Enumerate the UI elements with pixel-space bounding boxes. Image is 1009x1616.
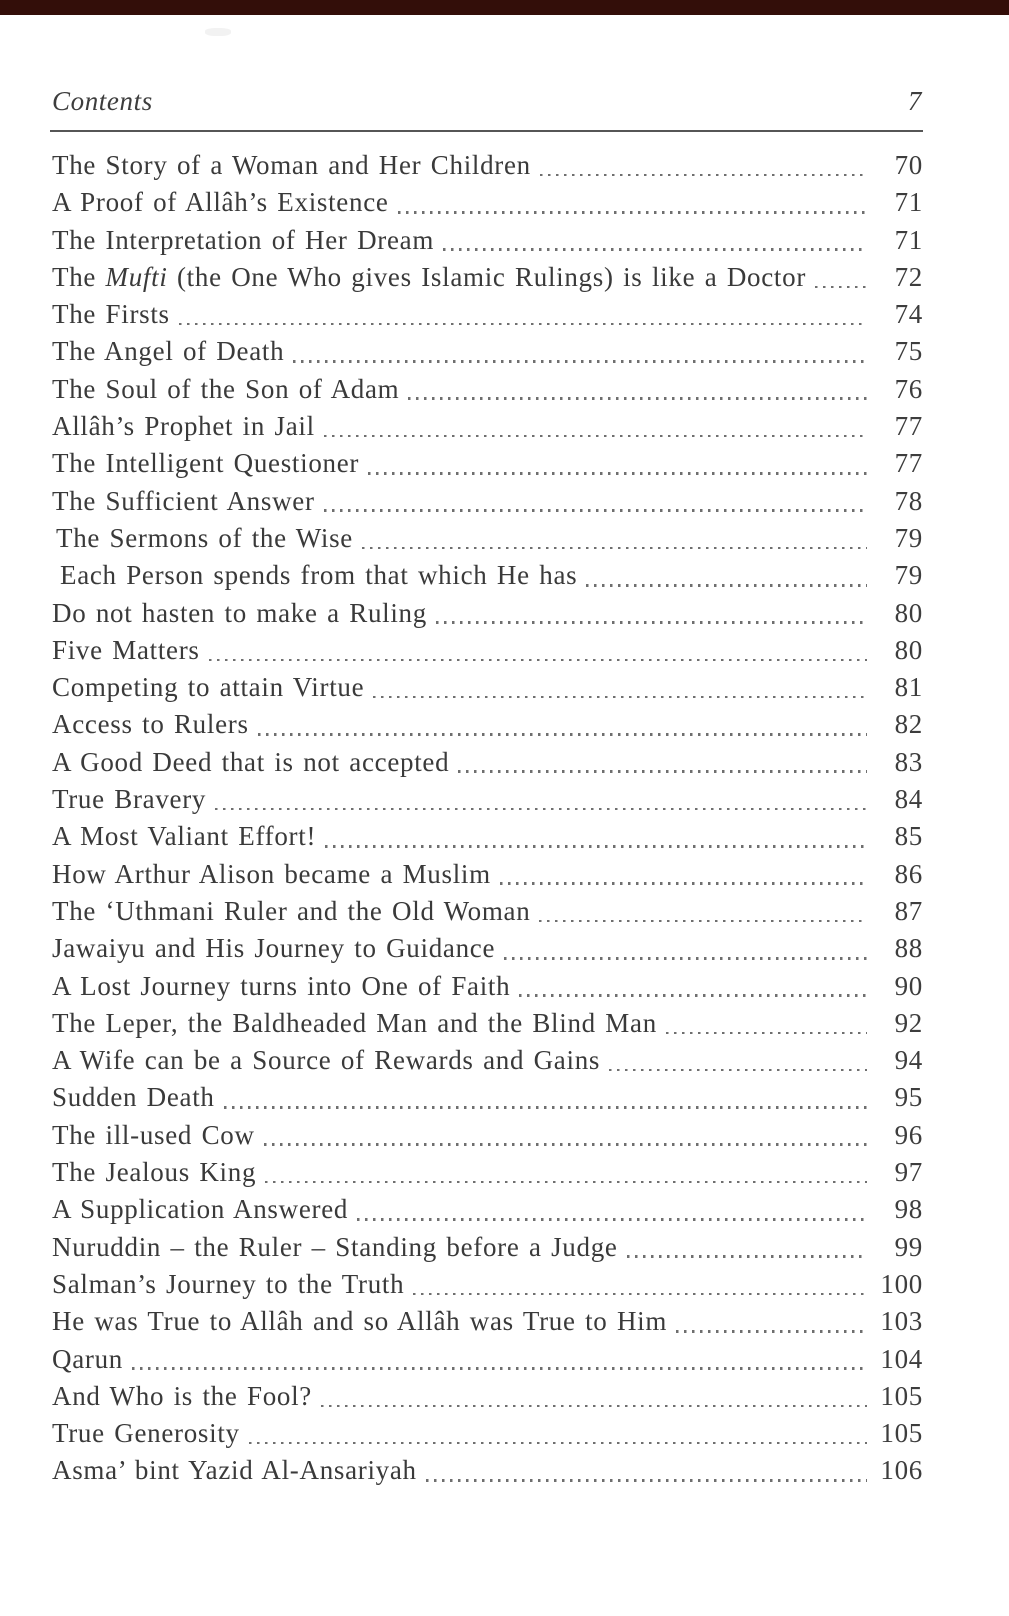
- toc-entry-page: 84: [894, 784, 923, 815]
- page-header: [52, 86, 922, 117]
- dot-leader: [676, 1330, 867, 1333]
- toc-entry-page: 106: [880, 1455, 923, 1486]
- toc-entry-page: 105: [880, 1380, 923, 1411]
- toc-entry-title: A Most Valiant Effort!: [52, 821, 317, 852]
- toc-entry: [52, 1117, 923, 1154]
- toc-entry-page: 103: [880, 1306, 923, 1337]
- dot-leader: [436, 621, 867, 624]
- toc-entry-title: The Mufti (the One Who gives Islamic Rulings) is like a Doctor: [52, 261, 807, 292]
- dot-leader: [443, 248, 867, 251]
- toc-entry: [52, 856, 923, 893]
- toc-entry-title: Competing to attain Virtue: [52, 672, 365, 703]
- toc-list: [52, 147, 923, 1490]
- toc-entry-page: 80: [894, 634, 923, 665]
- toc-entry-page: 75: [894, 336, 923, 367]
- dot-leader: [249, 1442, 867, 1445]
- toc-entry: [52, 1378, 923, 1415]
- toc-entry-page: 100: [880, 1268, 923, 1299]
- dot-leader: [540, 174, 867, 177]
- toc-entry-title: The Angel of Death: [52, 336, 285, 367]
- dot-leader: [504, 957, 867, 960]
- toc-entry: [52, 818, 923, 855]
- toc-entry-title: Asma’ bint Yazid Al-Ansariyah: [52, 1455, 417, 1486]
- toc-entry-page: 74: [894, 299, 923, 330]
- dot-leader: [586, 584, 867, 587]
- toc-entry-title: The Firsts: [52, 299, 170, 330]
- toc-entry: [52, 1005, 923, 1042]
- toc-entry: [52, 1042, 923, 1079]
- toc-entry-title: Qarun: [52, 1343, 123, 1374]
- toc-entry-title: Do not hasten to make a Ruling: [52, 597, 427, 628]
- toc-entry: [52, 1079, 923, 1116]
- toc-entry-page: 70: [894, 150, 923, 180]
- toc-entry-title: Allâh’s Prophet in Jail: [52, 411, 315, 442]
- header-rule: [50, 130, 923, 132]
- toc-entry-title: And Who is the Fool?: [52, 1380, 312, 1411]
- toc-entry-title: The Sufficient Answer: [52, 485, 315, 516]
- toc-entry-title: True Generosity: [52, 1418, 240, 1449]
- dot-leader: [609, 1069, 867, 1072]
- dot-leader: [264, 1143, 867, 1146]
- toc-entry: [52, 1303, 923, 1340]
- dot-leader: [426, 1479, 867, 1482]
- running-title: Contents: [52, 86, 153, 116]
- toc-entry-page: 79: [894, 560, 923, 591]
- dot-leader: [258, 733, 867, 736]
- toc-entry: [52, 259, 923, 296]
- toc-entry-title: The Sermons of the Wise: [56, 522, 353, 553]
- toc-entry-page: 82: [894, 709, 923, 740]
- toc-entry: [52, 184, 923, 221]
- toc-entry-page: 105: [880, 1418, 923, 1449]
- toc-entry-page: 95: [894, 1082, 923, 1113]
- dot-leader: [458, 770, 867, 773]
- toc-entry: [52, 222, 923, 259]
- toc-entry-page: 77: [894, 448, 923, 479]
- dot-leader: [398, 211, 867, 214]
- toc-entry-page: 76: [894, 373, 923, 404]
- toc-entry-page: 85: [894, 821, 923, 852]
- dot-leader: [500, 882, 867, 885]
- toc-entry: [52, 968, 923, 1005]
- toc-entry-title: Access to Rulers: [52, 709, 249, 740]
- toc-entry: [52, 371, 923, 408]
- dot-leader: [815, 286, 867, 289]
- dot-leader: [324, 435, 867, 438]
- toc-entry-title: A Lost Journey turns into One of Faith: [52, 970, 511, 1001]
- toc-entry-title: Sudden Death: [52, 1082, 215, 1113]
- toc-entry-page: 92: [894, 1007, 923, 1038]
- toc-entry: [52, 1341, 923, 1378]
- toc-entry-title: A Wife can be a Source of Rewards and Gains: [52, 1045, 601, 1076]
- toc-entry: [52, 595, 923, 632]
- toc-entry: [52, 1154, 923, 1191]
- toc-entry-page: 104: [880, 1343, 923, 1374]
- toc-entry-title: The Interpretation of Her Dream: [52, 224, 435, 255]
- toc-entry-title: The ill-used Cow: [52, 1119, 255, 1150]
- dot-leader: [325, 845, 867, 848]
- dot-leader: [357, 1218, 867, 1221]
- scan-edge-artifact: [0, 0, 1009, 15]
- toc-entry-page: 79: [894, 522, 923, 553]
- toc-entry-page: 78: [894, 485, 923, 516]
- dot-leader: [215, 808, 867, 811]
- toc-entry: [52, 632, 923, 669]
- dot-leader: [362, 547, 867, 550]
- toc-entry: [52, 1266, 923, 1303]
- toc-entry-title: A Proof of Allâh’s Existence: [52, 187, 389, 218]
- toc-entry-title: The Leper, the Baldheaded Man and the Blind Man: [52, 1007, 657, 1038]
- dot-leader: [539, 920, 867, 923]
- toc-entry: [52, 557, 923, 594]
- dot-leader: [224, 1106, 867, 1109]
- toc-entry: [52, 706, 923, 743]
- dot-leader: [368, 472, 867, 475]
- toc-entry-title: Five Matters: [52, 634, 200, 665]
- toc-entry-page: 90: [894, 970, 923, 1001]
- page-number: 7: [907, 86, 922, 116]
- toc-entry: [52, 483, 923, 520]
- toc-entry: [52, 296, 923, 333]
- toc-entry: [52, 1191, 923, 1228]
- toc-entry-title: A Supplication Answered: [52, 1194, 349, 1225]
- toc-entry: [52, 333, 923, 370]
- toc-entry-page: 71: [894, 224, 923, 255]
- toc-entry-page: 77: [894, 411, 923, 442]
- toc-entry: [52, 1415, 923, 1452]
- toc-entry: [52, 669, 923, 706]
- toc-entry-title: A Good Deed that is not accepted: [52, 746, 450, 777]
- toc-entry-page: 99: [894, 1231, 923, 1262]
- scan-smudge: [205, 28, 231, 36]
- dot-leader: [321, 1405, 867, 1408]
- toc-entry-title: The Story of a Woman and Her Children: [52, 150, 531, 180]
- toc-entry-title: The Intelligent Questioner: [52, 448, 360, 479]
- dot-leader: [265, 1181, 867, 1184]
- toc-entry-title: Salman’s Journey to the Truth: [52, 1268, 405, 1299]
- toc-entry-title: How Arthur Alison became a Muslim: [52, 858, 491, 889]
- toc-entry-page: 86: [894, 858, 923, 889]
- dot-leader: [373, 696, 867, 699]
- dot-leader: [209, 659, 867, 662]
- dot-leader: [666, 1032, 867, 1035]
- dot-leader: [132, 1367, 867, 1370]
- toc-entry-page: 80: [894, 597, 923, 628]
- toc-entry-page: 71: [894, 187, 923, 218]
- dot-leader: [293, 360, 867, 363]
- toc-entry-page: 97: [894, 1157, 923, 1188]
- toc-entry: [52, 781, 923, 818]
- dot-leader: [627, 1255, 867, 1258]
- toc-entry: [52, 893, 923, 930]
- toc-entry: [52, 744, 923, 781]
- toc-entry-page: 81: [894, 672, 923, 703]
- toc-entry-page: 87: [894, 895, 923, 926]
- toc-entry-page: 98: [894, 1194, 923, 1225]
- toc-entry: [52, 445, 923, 482]
- toc-entry-title: Nuruddin – the Ruler – Standing before a Judge: [52, 1231, 618, 1262]
- toc-entry-title: The Jealous King: [52, 1157, 257, 1188]
- toc-entry-page: 83: [894, 746, 923, 777]
- toc-entry: [52, 147, 923, 184]
- toc-entry-title: Jawaiyu and His Journey to Guidance: [52, 933, 496, 964]
- toc-entry-page: 72: [894, 261, 923, 292]
- toc-entry-title: The Soul of the Son of Adam: [52, 373, 400, 404]
- toc-entry-title: He was True to Allâh and so Allâh was True to Him: [52, 1306, 668, 1337]
- dot-leader: [179, 323, 867, 326]
- dot-leader: [519, 994, 867, 997]
- toc-entry-page: 94: [894, 1045, 923, 1076]
- toc-entry: [52, 1452, 923, 1489]
- dot-leader: [413, 1293, 867, 1296]
- toc-entry-title: The ‘Uthmani Ruler and the Old Woman: [52, 895, 531, 926]
- toc-entry: [52, 930, 923, 967]
- toc-entry-page: 88: [894, 933, 923, 964]
- dot-leader: [408, 397, 867, 400]
- toc-entry-title: True Bravery: [52, 784, 207, 815]
- toc-entry: [52, 520, 923, 557]
- toc-entry: [52, 1229, 923, 1266]
- toc-entry-page: 96: [894, 1119, 923, 1150]
- toc-entry-title: Each Person spends from that which He has: [60, 560, 578, 591]
- toc-entry: [52, 408, 923, 445]
- dot-leader: [324, 509, 867, 512]
